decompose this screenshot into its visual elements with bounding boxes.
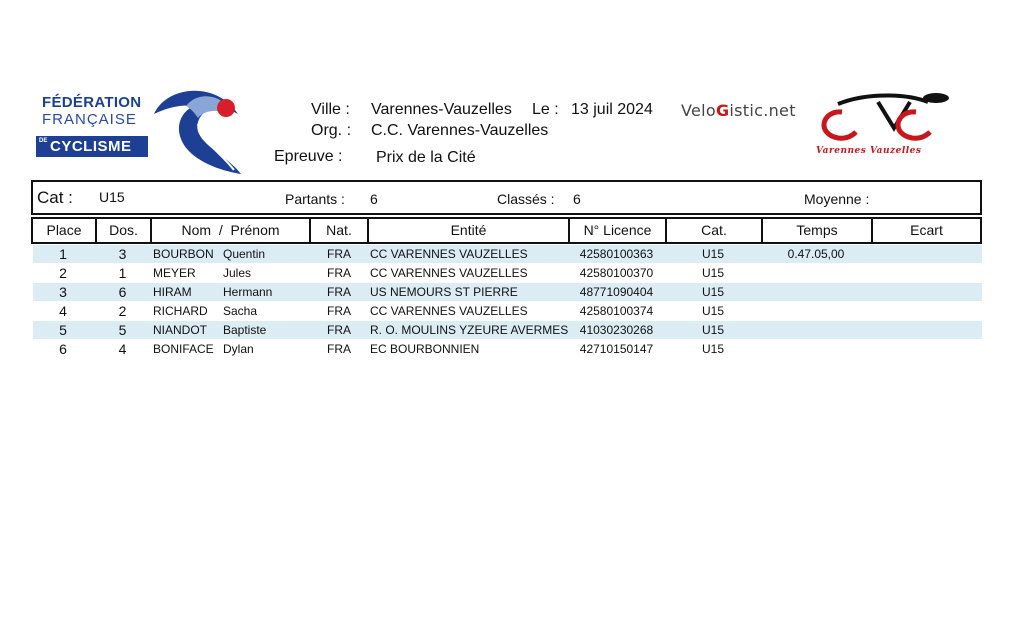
cvc-logo-mark	[808, 88, 958, 148]
cell-entite: US NEMOURS ST PIERRE	[370, 285, 518, 299]
cell-temps	[761, 321, 871, 339]
cell-ecart	[871, 283, 978, 301]
cell-nom: MEYER	[153, 266, 196, 280]
cell-nom: RICHARD	[153, 304, 208, 318]
cell-cat: U15	[701, 323, 724, 337]
cell-temps	[761, 264, 871, 282]
cell-licence: 42710150147	[579, 342, 654, 356]
cell-nom: HIRAM	[153, 285, 192, 299]
velogistic-part-a: Velo	[681, 101, 716, 120]
cell-nat: FRA	[327, 342, 351, 356]
partants-value: 6	[370, 191, 378, 207]
table-row	[33, 321, 982, 339]
cell-entite: CC VARENNES VAUZELLES	[370, 247, 528, 261]
cell-cat: U15	[701, 285, 724, 299]
cell-place: 5	[59, 322, 67, 338]
table-row	[33, 264, 982, 282]
cell-prenom: Sacha	[223, 304, 258, 318]
epreuve-label: Epreuve :	[274, 148, 343, 165]
cell-entite: EC BOURBONNIEN	[370, 342, 480, 356]
cell-place: 6	[59, 341, 67, 357]
cell-dos: 3	[118, 246, 127, 262]
cell-cat: U15	[701, 342, 724, 356]
ville-label: Ville :	[311, 101, 350, 118]
col-header-place: Place	[33, 219, 97, 242]
cell-place: 2	[59, 265, 67, 281]
cell-nat: FRA	[327, 304, 351, 318]
cell-nat: FRA	[327, 323, 351, 337]
cell-licence: 41030230268	[579, 323, 654, 337]
cell-entite: R. O. MOULINS YZEURE AVERMES	[370, 323, 569, 337]
cell-prenom: Hermann	[223, 285, 273, 299]
col-header-cat: Cat.	[667, 219, 763, 242]
cell-cat: U15	[701, 266, 724, 280]
col-header-dos: Dos.	[97, 219, 152, 242]
ffc-logo-line2: FRANÇAISE	[42, 111, 137, 128]
cell-ecart	[871, 245, 978, 263]
cat-value: U15	[99, 189, 125, 205]
org-value: C.C. Varennes-Vauzelles	[371, 122, 549, 139]
date-value: 13 juil 2024	[571, 101, 653, 118]
col-header-entite: Entité	[369, 219, 570, 242]
cell-prenom: Dylan	[223, 342, 254, 356]
cell-ecart	[871, 264, 978, 282]
category-summary-box	[31, 180, 982, 215]
cell-licence: 42580100363	[579, 247, 654, 261]
ville-value: Varennes-Vauzelles	[371, 101, 512, 118]
cell-dos: 2	[118, 303, 127, 319]
cell-prenom: Jules	[223, 266, 252, 280]
col-header-nat: Nat.	[311, 219, 369, 242]
cell-dos: 1	[118, 265, 127, 281]
cell-dos: 6	[118, 284, 127, 300]
classes-value: 6	[573, 191, 581, 207]
cell-cat: U15	[701, 247, 724, 261]
cvc-logo-subtitle: Varennes Vauzelles	[816, 146, 922, 156]
col-header-ecart: Ecart	[910, 222, 943, 238]
cell-dos: 4	[118, 341, 127, 357]
cat-label: Cat :	[37, 188, 73, 207]
table-row	[33, 283, 982, 301]
velogistic-part-b: istic.net	[729, 101, 796, 120]
velogistic-brand	[681, 101, 796, 120]
cell-prenom: Quentin	[223, 247, 266, 261]
partants-label: Partants :	[285, 191, 345, 207]
cell-entite: CC VARENNES VAUZELLES	[370, 304, 528, 318]
cell-temps	[761, 340, 871, 358]
ffc-logo-line3: CYCLISME	[50, 138, 132, 155]
cell-licence: 48771090404	[579, 285, 654, 299]
cell-licence: 42580100374	[579, 304, 654, 318]
classes-label: Classés :	[497, 191, 555, 207]
cell-dos: 5	[118, 322, 127, 338]
cell-ecart	[871, 302, 978, 320]
cell-nom: NIANDOT	[153, 323, 207, 337]
ffc-swirl-icon	[146, 84, 246, 176]
cell-nat: FRA	[327, 285, 351, 299]
ffc-logo-line1: FÉDÉRATION	[42, 94, 142, 111]
ffc-logo	[34, 84, 249, 176]
cell-nom: BONIFACE	[153, 342, 214, 356]
cell-temps	[761, 302, 871, 320]
org-label: Org. :	[311, 122, 352, 139]
cell-nat: FRA	[327, 247, 351, 261]
velogistic-part-g: G	[715, 101, 730, 120]
cell-prenom: Baptiste	[223, 323, 267, 337]
col-header-licence: N° Licence	[570, 219, 667, 242]
cell-ecart	[871, 321, 978, 339]
col-header-temps: Temps	[763, 219, 873, 242]
date-label: Le :	[532, 101, 559, 118]
col-header-nom: Nom / Prénom	[152, 219, 311, 242]
moyenne-label: Moyenne :	[804, 191, 870, 207]
cell-licence: 42580100370	[579, 266, 654, 280]
cell-entite: CC VARENNES VAUZELLES	[370, 266, 528, 280]
cell-ecart	[871, 340, 978, 358]
cell-nat: FRA	[327, 266, 351, 280]
epreuve-value: Prix de la Cité	[376, 149, 476, 166]
table-row	[33, 340, 982, 358]
cell-cat: U15	[701, 304, 724, 318]
table-header	[31, 217, 982, 244]
ffc-logo-de: DE	[39, 138, 48, 144]
table-row	[33, 245, 982, 263]
cell-temps: 0.47.05,00	[787, 247, 845, 261]
cell-place: 4	[59, 303, 67, 319]
cell-nom: BOURBON	[153, 247, 214, 261]
cvc-logo	[808, 88, 958, 164]
cell-temps	[761, 283, 871, 301]
cell-place: 1	[59, 246, 67, 262]
cell-place: 3	[59, 284, 67, 300]
table-row	[33, 302, 982, 320]
